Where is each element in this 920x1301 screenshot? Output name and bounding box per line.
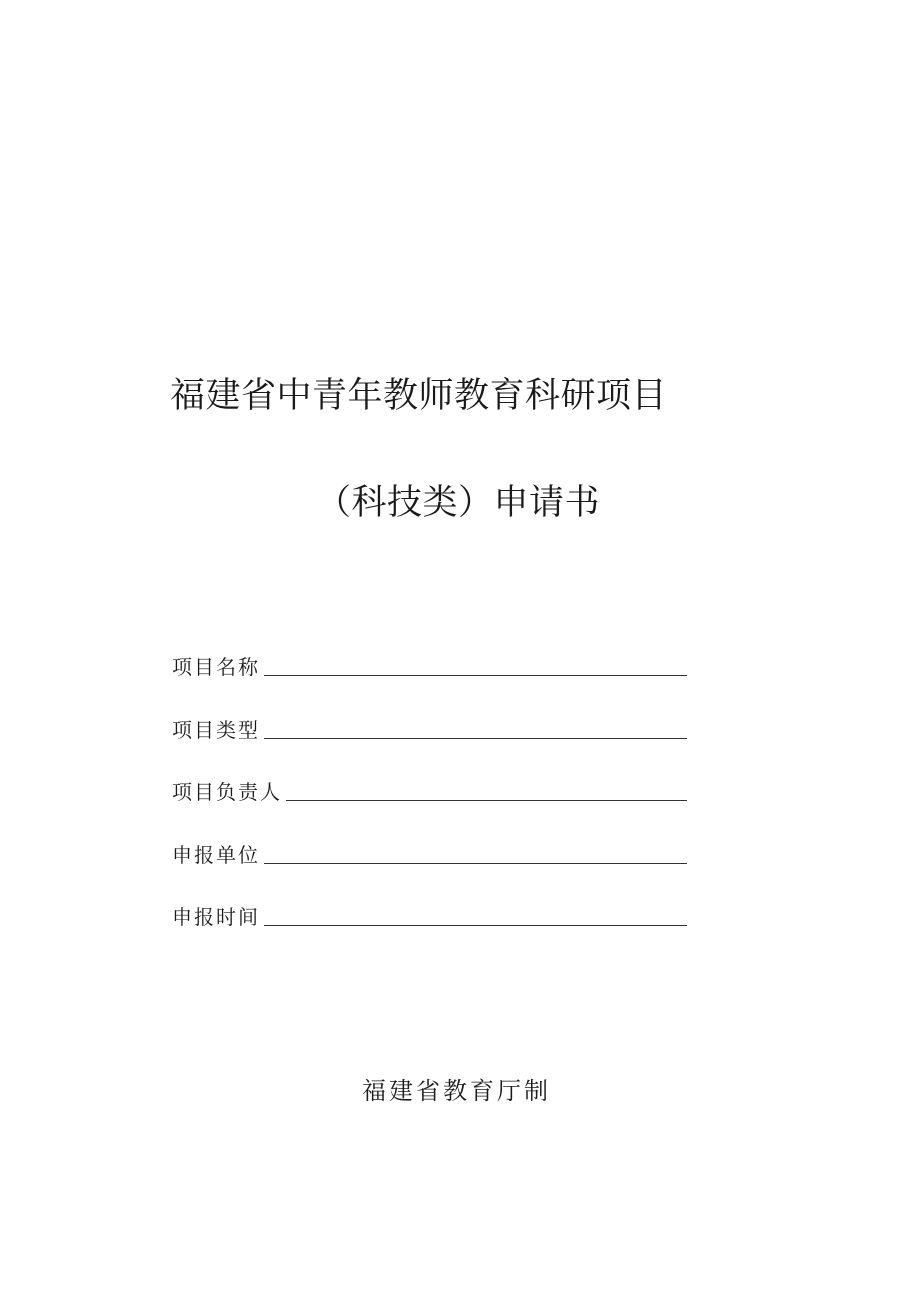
field-underline[interactable]: [264, 675, 687, 676]
field-underline[interactable]: [264, 863, 687, 864]
document-title-line1: 福建省中青年教师教育科研项目: [170, 376, 668, 416]
document-title-line2: （科技类）申请书: [316, 483, 601, 523]
field-label: 申报单位: [172, 843, 260, 867]
field-underline[interactable]: [286, 800, 687, 801]
field-applicant-unit[interactable]: [172, 836, 687, 868]
document-footer-issuer: 福建省教育厅制: [362, 1077, 551, 1105]
field-label: 项目类型: [172, 718, 260, 742]
field-underline[interactable]: [264, 925, 687, 926]
field-application-date[interactable]: [172, 898, 687, 930]
field-project-name[interactable]: [172, 648, 687, 680]
field-label: 项目名称: [172, 655, 260, 679]
field-label: 申报时间: [172, 905, 260, 929]
field-project-type[interactable]: [172, 711, 687, 743]
field-underline[interactable]: [264, 738, 687, 739]
field-project-leader[interactable]: [172, 773, 687, 805]
field-label: 项目负责人: [172, 780, 282, 804]
